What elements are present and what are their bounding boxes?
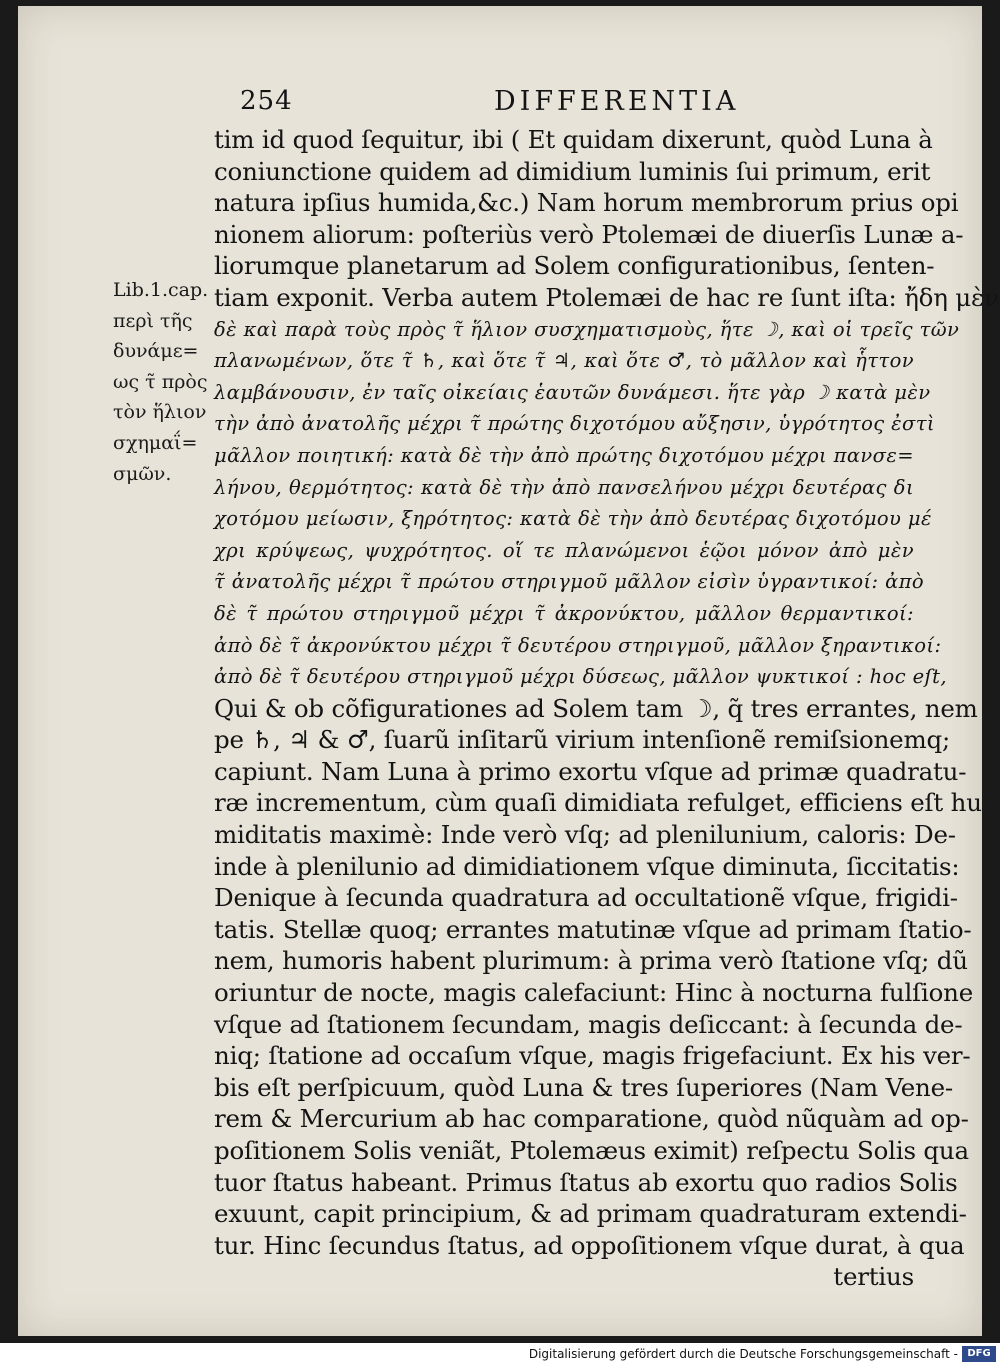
text-line: πλανωμένων, ὅτε τ̃ ♄, καὶ ὅτε τ̃ ♃, καὶ ὅτε ♂, τὸ μᾶλλον καὶ ἧττον: [214, 349, 914, 373]
text-line: pe ♄, ♃ & ♂, ſuarũ inſitarũ virium intenſionẽ remiſsionemq;: [214, 725, 951, 755]
text-line: μᾶλλον ποιητική: κατὰ δὲ τὴν ἀπὸ πρώτης διχοτόμου μέχρι πανσε=: [214, 443, 914, 467]
text-line: ἀπὸ δὲ τ̃ δευτέρου στηριγμοῦ μέχρι δύσεως, μᾶλλον ψυκτικοί : hoc eſt,: [214, 665, 948, 689]
text-line: tim id quod ſequitur, ibi ( Et quidam dixerunt, quòd Luna à: [214, 125, 933, 154]
text-line: liorumque planetarum ad Solem configurationibus, ſenten-: [214, 251, 935, 281]
text-line: tatis. Stellæ quoq; errantes matutinæ vſque ad primam ſtatio-: [214, 914, 972, 944]
text-line: ræ incrementum, cùm quaſi dimidiata refulget, efficiens eſt hu: [214, 788, 982, 818]
text-line: Denique à ſecunda quadratura ad occultationẽ vſque, frigidi-: [214, 883, 958, 913]
text-line: coniunctione quidem ad dimidium luminis ſui primum, erit: [214, 156, 931, 186]
text-line: tiam exponit. Verba autem Ptolemæi de hac re ſunt iſta: ἤδη μὲν: [214, 282, 999, 312]
margin-note-line: τὸν ἥλιον: [113, 401, 207, 424]
footer-bar: [0, 1343, 1000, 1367]
text-line: poſitionem Solis veniãt, Ptolemæus eximit) reſpectu Solis qua: [214, 1136, 969, 1165]
text-line: ἀπὸ δὲ τ̃ ἀκρονύκτου μέχρι τ̃ δευτέρου στηριγμοῦ, μᾶλλον ξηραντικοί:: [214, 633, 942, 657]
text-line: τ̃ ἀνατολῆς μέχρι τ̃ πρώτου στηριγμοῦ μᾶλλον εἰσὶν ὑγραντικοί: ἀπὸ: [214, 570, 925, 594]
text-line: niq; ſtatione ad occaſum vſque, magis frigefaciunt. Ex his ver-: [214, 1041, 971, 1071]
text-line: bis eſt perſpicuum, quòd Luna & tres ſuperiores (Nam Vene-: [214, 1072, 953, 1102]
digitization-credit: Digitalisierung gefördert durch die Deutsche Forschungsgemeinschaft -: [528, 1347, 958, 1361]
margin-note-line: ως τ̃ πρὸς: [113, 370, 208, 393]
text-line: inde à plenilunio ad dimidiationem vſque diminuta, ſiccitatis:: [214, 851, 960, 881]
page-header: [18, 82, 982, 122]
text-line: capiunt. Nam Luna à primo exortu vſque ad primæ quadratu-: [214, 756, 967, 786]
page-number: 254: [240, 86, 293, 116]
running-head: DIFFERENTIA: [494, 86, 740, 117]
text-line: miditatis maximè: Inde verò vſq; ad plenilunium, caloris: De-: [214, 820, 956, 850]
text-line: vſque ad ſtationem ſecundam, magis deſiccant: à ſecunda de-: [214, 1009, 963, 1039]
dfg-logo: DFG: [962, 1346, 996, 1362]
text-line: rem & Mercurium ab hac comparatione, quòd nũquàm ad op-: [214, 1104, 969, 1134]
text-line: δὲ καὶ παρὰ τοὺς πρὸς τ̃ ἥλιον συσχηματισμοὺς, ἥτε ☽, καὶ οἱ τρεῖς τῶν: [214, 317, 960, 341]
text-line: nem, humoris habent plurimum: à prima verò ſtatione vſq; dũ: [214, 946, 968, 976]
text-line: λαμβάνουσιν, ἐν ταῖς οἰκείαις ἑαυτῶν δυνάμεσι. ἥτε γὰρ ☽ κατὰ μὲν: [214, 380, 931, 404]
text-line: tertius: [833, 1262, 914, 1292]
margin-note-line: σμῶν.: [113, 462, 172, 485]
text-line: oriuntur de nocte, magis calefaciunt: Hinc à nocturna fulſione: [214, 978, 974, 1008]
text-line: natura ipſius humida,&c.) Nam horum membrorum prius opi: [214, 188, 959, 218]
text-line: tur. Hinc ſecundus ſtatus, ad oppoſitionem vſque durat, à qua: [214, 1230, 965, 1260]
body-text: [214, 124, 999, 1293]
text-line: Qui & ob cõfigurationes ad Solem tam ☽, q̃ tres errantes, nem: [214, 693, 978, 723]
margin-note-line: δυνάμε=: [113, 340, 199, 363]
text-line: δὲ τ̃ πρώτου στηριγμοῦ μέχρι τ̃ ἀκρονύκτου, μᾶλλον θερμαντικοί:: [214, 601, 914, 625]
text-line: χοτόμου μείωσιν, ξηρότητος: κατὰ δὲ τὴν ἀπὸ δευτέρας διχοτόμου μέ: [214, 507, 932, 531]
book-page: [18, 6, 999, 1336]
margin-note-line: περὶ τῆς: [113, 309, 193, 332]
text-line: exuunt, capit principium, & ad primam quadraturam extendi-: [214, 1199, 967, 1229]
margin-note-line: σχημαΐ=: [113, 431, 198, 454]
text-line: τὴν ἀπὸ ἀνατολῆς μέχρι τ̃ πρώτης διχοτόμου αὔξησιν, ὑγρότητος ἐστὶ: [214, 412, 935, 436]
text-line: χρι κρύψεως, ψυχρότητος. οἵ τε πλανώμενοι ἑῷοι μόνον ἀπὸ μὲν: [214, 538, 914, 562]
margin-note-line: Lib.1.cap.: [113, 279, 209, 301]
text-line: tuor ſtatus habeant. Primus ſtatus ab exortu quo radios Solis: [214, 1167, 958, 1197]
text-line: λήνου, θερμότητος: κατὰ δὲ τὴν ἀπὸ πανσελήνου μέχρι δευτέρας δι: [214, 475, 914, 499]
text-line: nionem aliorum: poſteriùs verò Ptolemæi de diuerſis Lunæ a-: [214, 219, 964, 249]
